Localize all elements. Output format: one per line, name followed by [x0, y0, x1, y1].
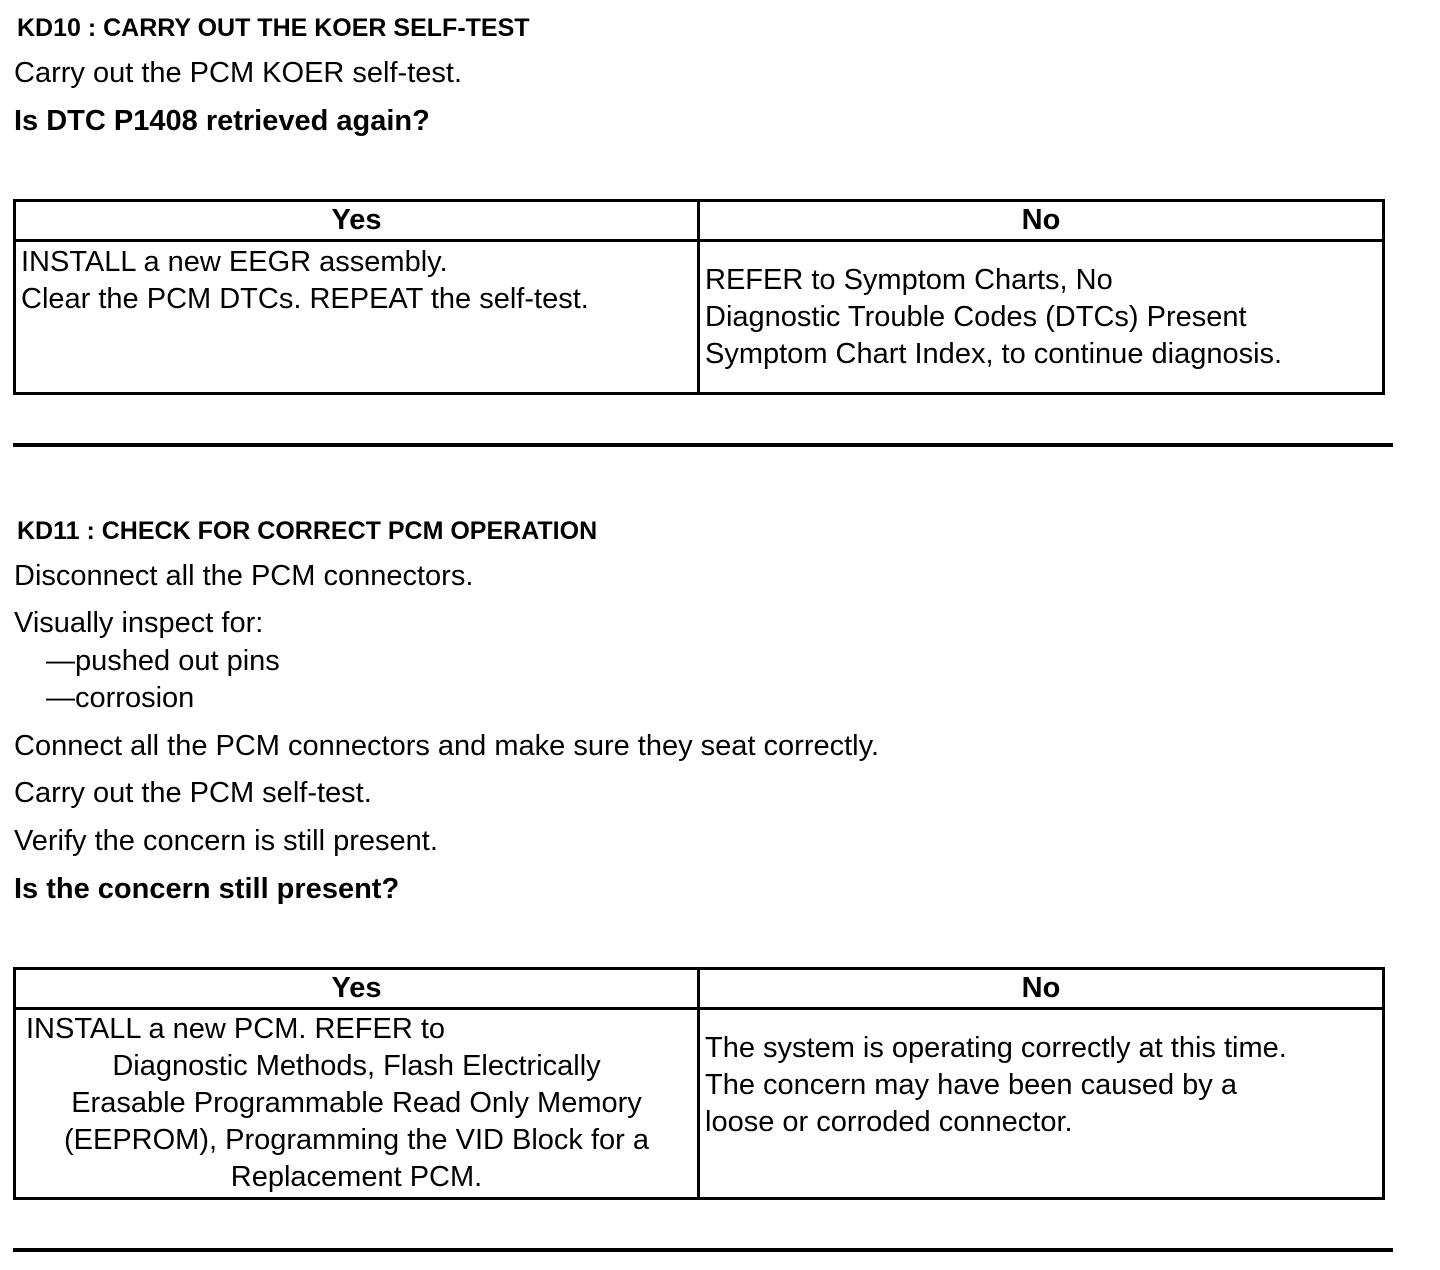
kd11-heading: KD11 : CHECK FOR CORRECT PCM OPERATION [17, 517, 598, 545]
kd11-no-header: No [699, 969, 1384, 1009]
section-divider [13, 1248, 1393, 1252]
kd11-yes-line: Erasable Programmable Read Only Memory [71, 1087, 642, 1119]
kd11-yes-header: Yes [15, 969, 699, 1009]
kd11-yes-line: Replacement PCM. [230, 1161, 483, 1193]
kd10-yes-cell [15, 241, 699, 394]
kd11-inspect-item: —corrosion [46, 682, 195, 714]
kd11-inspect-item: —pushed out pins [46, 645, 280, 677]
kd10-heading: KD10 : CARRY OUT THE KOER SELF-TEST [17, 14, 530, 42]
kd10-yes-line: Clear the PCM DTCs. REPEAT the self-test. [21, 283, 589, 315]
kd11-step-4: Carry out the PCM self-test. [14, 777, 372, 809]
kd11-no-line: The system is operating correctly at this time. [705, 1031, 1287, 1064]
kd11-step-3: Connect all the PCM connectors and make sure they seat correctly. [14, 730, 880, 762]
kd11-decision-table [13, 967, 1385, 1200]
kd11-step-2: Visually inspect for: [14, 607, 264, 639]
kd11-step-1: Disconnect all the PCM connectors. [14, 560, 474, 592]
kd10-no-line: Diagnostic Trouble Codes (DTCs) Present [705, 300, 1247, 333]
kd11-yes-line: (EEPROM), Programming the VID Block for a [64, 1124, 649, 1156]
kd11-question: Is the concern still present? [14, 873, 400, 905]
kd10-question: Is DTC P1408 retrieved again? [14, 105, 430, 137]
kd10-no-header: No [699, 201, 1384, 241]
kd10-no-line: REFER to Symptom Charts, No [705, 263, 1113, 296]
kd10-no-cell [699, 241, 1384, 394]
kd10-yes-line: INSTALL a new EEGR assembly. [21, 246, 448, 278]
kd11-yes-cell [15, 1009, 699, 1199]
kd11-no-line: loose or corroded connector. [705, 1105, 1073, 1138]
kd11-no-cell [699, 1009, 1384, 1199]
section-divider [13, 443, 1393, 447]
kd10-no-line: Symptom Chart Index, to continue diagnosis. [705, 337, 1283, 370]
kd10-step-1: Carry out the PCM KOER self-test. [14, 57, 463, 89]
kd11-no-line: The concern may have been caused by a [705, 1068, 1237, 1101]
kd11-yes-line: Diagnostic Methods, Flash Electrically [112, 1050, 601, 1082]
kd11-step-5: Verify the concern is still present. [14, 825, 438, 857]
kd10-decision-table [13, 199, 1385, 395]
kd10-yes-header: Yes [15, 201, 699, 241]
kd11-yes-line: INSTALL a new PCM. REFER to [26, 1013, 446, 1045]
